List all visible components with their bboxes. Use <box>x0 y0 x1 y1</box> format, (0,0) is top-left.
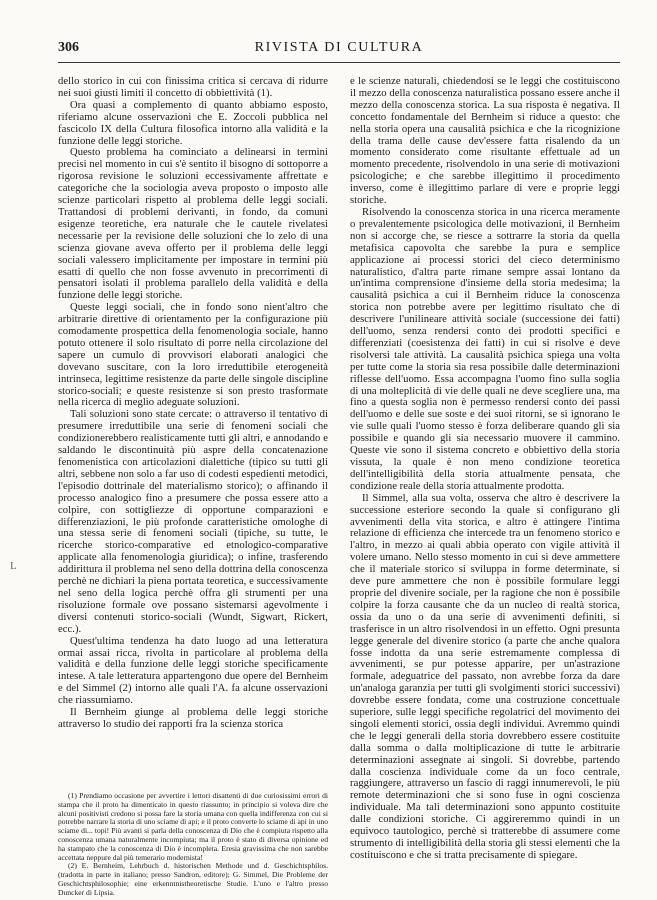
paragraph: Risolvendo la conoscenza storica in una ricerca meramente o prevalentemente psicologica delle motivazioni, il Bernheim non si accorge che, se riesce a sottrarre la storia da quella metafisica capovolta che sarebbe la pura e semplice applicazione ai processi storici del cieco determinismo naturalistico, d'altra parte rimane sempre assai lontano da un'intima comprensione d'insieme della storia medesima; la causalità psichica a cui il Bernheim riduce la conoscenza storica non potrebbe avere per legittimo risultato che di descrivere l'unilineare attività sociale (successione dei fatti) dell'uomo, senza rendersi conto dei prodotti specifici e differenziati (coesistenza dei fatti) in cui si risolve e deve risolversi tale attività. La causalità psichica spiega una volta per tutte come la storia sia resa possibile dalle determinazioni riflesse dell'uomo. Essa accompagna l'uomo fino sulla soglia di una molteplicità di vie delle quali ne deve scegliere una, ma fino a questa soglia non è permesso rendersi conto dei passi dell'uomo e delle sue soste e dei suoi ritorni, se si ignorano le vie sulle quali l'uomo stesso è forza deliberare quando gli sia possibile e quando gli sia necessario muovere il cammino. Queste vie sono il sistema concreto e obbiettivo della storia vissuta, la quale è non meno condizione teoretica dell'intelligibilità della storia attualmente pensata, che condizione reale della storia attualmente prodotta. <box>350 206 620 492</box>
paragraph: Queste leggi sociali, che in fondo sono nient'altro che arbitrarie direttive di orientamento per la configurazione più comodamente prospettica della fenomenologia sociale, hanno potuto ottenere il solo risultato di porre nella circolazione del sapere un cumulo di provvisori elaborati analogici che dovevano suscitare, con la loro irreduttibile eterogeneità intrinseca, legittime resistenze da parte delle singole discipline storico-sociali; e queste resistenze si son presto trasformate nella ricerca di meglio adeguate soluzioni. <box>58 302 328 409</box>
left-column <box>58 76 328 731</box>
running-title: RIVISTA DI CULTURA <box>254 40 424 55</box>
footnote: (2) E. Bernheim, Lehrbuch d. historischen Methode und d. Geschichtsphilos. (tradotta in parte in italiano; presso Sandron, editore); G. Simmel, Die Probleme der Geschichtsphilosophie; eine erkenntnistheoretische Studie. L'uno e l'altro presso Duncker di Lipsia. <box>58 861 328 897</box>
header-rule <box>58 62 620 63</box>
paragraph: Tali soluzioni sono state cercate: o attraverso il tentativo di presumere irreduttibile una serie di fenomeni sociali che condizionerebbero realisticamente tutti gli altri, e annodando e saldando le discontinuità più aspre della concatenazione fenomenistica con articolazioni dialettiche (tipico su tutti gli altri, sebbene non solo a far uso di codesti espedienti metodici, l'episodio dottrinale del materialismo storico); o affinando il processo analogico fino a presumere che possa essere atto a colpire, con sottigliezze di opportune comparazioni e differenziazioni, le più profonde caratteristiche omologhe di una stessa serie di fenomeni sociali (tipiche, su tutte, le ricerche storico-comparative ed etnologico-comparative applicate alla fenomenologia giuridica); o infine, trasferendo addirittura il problema nel seno della dottrina della conoscenza perchè ne dichiari la piena portata teoretica, e successivamente nel seno della logica perchè offra gli strumenti per una risoluzione formale ove possano sistemarsi agevolmente i diversi contenuti storico-sociali (Wundt, Sigwart, Rickert, ecc.). <box>58 409 328 635</box>
running-header <box>58 40 620 56</box>
paragraph: Questo problema ha cominciato a delinearsi in termini precisi nel momento in cui s'è sentito il bisogno di sottoporre a rigorosa revisione le soluzioni eccessivamente affrettate e categoriche che la sociologia aveva proposto o imposto alle scienze particolari rispetto al problema delle leggi sociali. Trattandosi di problemi derivanti, in fondo, da comuni esigenze teoretiche, era naturale che le cautele rivelatesi necessarie per la revisione delle soluzioni che lo zelo di una scienza giovane aveva offerto per il problema delle leggi sociali valessero implicitamente per impostare in termini più esatti di quello che non fosse avvenuto in precorrimenti di pensatori isolati il problema parallelo della validità e della funzione delle leggi storiche. <box>58 147 328 302</box>
paragraph: Quest'ultima tendenza ha dato luogo ad una letteratura ormai assai ricca, rivolta in particolare al problema della validità e della funzione delle leggi storiche specificamente intese. A tale letteratura appartengono due opere del Bernheim e del Simmel (2) intorno alle quali l'A. fa alcune osservazioni che riassumiamo. <box>58 635 328 707</box>
paragraph: Il Simmel, alla sua volta, osserva che altro è descrivere la successione esteriore secondo la quale si configurano gli avvenimenti della vita storica, e altro è attingere l'intima relazione di efficienza che intercede tra un fenomeno storico e l'altro, in mezzo ai quali abbia operato con vigile attività il volere umano. Nello stesso momento in cui si deve ammettere che il materiale storico si sviluppa in forme determinate, si deve pure ammettere che non è possibile formulare leggi proprie del divenire sociale, per la ragione che non è possibile colpire la forza causante che da un nucleo di realtà storica, ossia da uno o da una serie di avvenimenti definiti, si trasferisce in un altro risolvendosi in un effetto. Ogni presunta legge generale del divenire storico (a parte che anche qualora fosse indotta da una serie estremamente complessa di avvenimenti, se pur potesse apparire, per un'astrazione formale, adeguatrice del passato, non avrebbe forza da dare un'analoga garanzia per tutti gli svolgimenti storici successivi) dovrebbe essere fondata, come una costruzione concettuale superiore, sulle leggi specifiche regolatrici del movimento dei singoli elementi storici, ossia degli individui. Avremmo quindi che le leggi generali della storia dovrebbero essere costituite dalla somma o dalla moltiplicazione di tutte le arbitrarie determinazioni assegnate ai singoli. Si dovrebbe, partendo dalla coscienza individuale come da un foco centrale, raggiungere, attraverso un fascio di raggi innumerevoli, le più remote determinazioni che si sono fuse in ogni coscienza individuale. Ma tali determinazioni sono appunto costituite dalle condizioni storiche. Ci aggireremmo quindi in un equivoco tautologico, perchè si tratterebbe di assumere come strumento di intelligibilità della storia gli stessi elementi che la costituiscono e che si tratta precisamente di spiegare. <box>350 492 620 861</box>
page-number: 306 <box>58 40 79 55</box>
paragraph: e le scienze naturali, chiedendosi se le leggi che costituiscono il mezzo della conoscenza naturalistica possano essere anche il mezzo della conoscenza storica. La sua risposta è negativa. Il concetto fondamentale del Bernheim si riduce a questo: che nella storia opera una causalità psichica e che la ricognizione della trama delle cause dev'essere fatta risalendo da un momento considerato come risultante effettuale ad un momento precedente, risolvendolo in una serie di motivazioni psicologiche; e che sarebbe illegittimo il procedimento inverso, come è illegittimo parlare di vere e proprie leggi storiche. <box>350 76 620 207</box>
right-column <box>350 76 620 862</box>
footnote: (1) Prendiamo occasione per avvertire i lettori disattenti di due curiosissimi errori di stampa che il proto ha dimenticato in questo riassunto; in principio si voleva dire che alcuni positivisti credono si possa fare la storia umana con quella indifferenza con cui si potrebbe narrare la storia di uno sciame di api; e il proto converte lo sciame di api in uno sciame di... topi! Più avanti si parla della conoscenza di Dio che è compiuta rispetto alla conoscenza umana naturalmente incompiuta; ma il proto è stato di diversa opinione ed ha stampato che la conoscenza di Dio è incompleta. Eresia gravissima che non sarebbe accettata neppure dal più temerario modernista! <box>58 791 328 862</box>
paragraph: Ora quasi a complemento di quanto abbiamo esposto, riferiamo alcune osservazioni che E. Zoccoli pubblica nel fascicolo IX della Cultura filosofica intorno alla validità e la funzione delle leggi storiche. <box>58 99 328 147</box>
footnotes <box>58 792 328 898</box>
paragraph: dello storico in cui con finissima critica si cercava di ridurre nei suoi giusti limiti il concetto di obbiettività (1). <box>58 76 328 99</box>
margin-mark: L <box>10 560 17 572</box>
paragraph: Il Bernheim giunge al problema delle leggi storiche attraverso lo studio dei rapporti fra la scienza storica <box>58 707 328 730</box>
